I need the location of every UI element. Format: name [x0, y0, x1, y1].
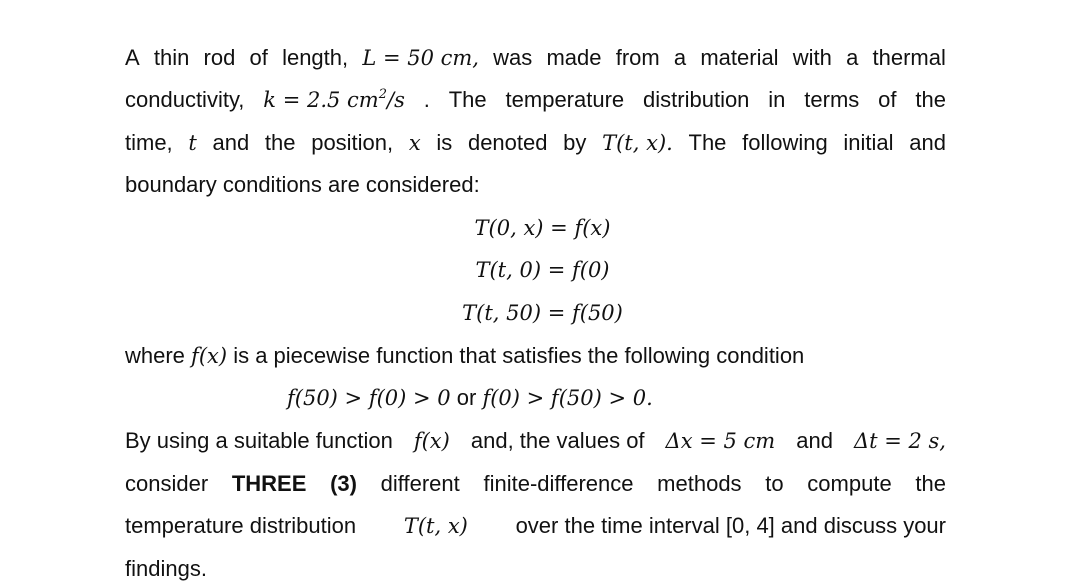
math-delta-x: Δx = 5 cm [665, 429, 776, 453]
math-position-var: x [408, 131, 421, 155]
math-condition-first: f(50) > f(0) > 0 [287, 386, 451, 410]
paragraph3-line4: findings. [125, 556, 207, 581]
text-or: or [456, 385, 477, 410]
text-word: finite-difference [483, 471, 634, 496]
text-word: by [563, 130, 587, 155]
math-conductivity [263, 86, 405, 114]
text-run: where [125, 343, 185, 368]
text-word: thermal [872, 45, 946, 70]
text-word: and [212, 130, 250, 155]
text-word: is [436, 130, 453, 155]
math-delta-t: Δt = 2 s, [853, 429, 946, 453]
text-word: following [742, 130, 828, 155]
paragraph3-line3 [125, 512, 946, 540]
emphasis-three-number: (3) [330, 471, 357, 496]
math-function: f(x) [413, 429, 450, 453]
text-run: By using a suitable function [125, 428, 393, 453]
math-piecewise-function: f(x) [191, 344, 228, 368]
equation-initial-condition: T(0, x) = f(x) [474, 216, 611, 240]
text-run: over the time interval [0, 4] and discuss your [515, 513, 946, 538]
paragraph1-line2 [125, 86, 946, 114]
paragraph1-line4: boundary conditions are considered: [125, 172, 480, 197]
text-word: the [264, 130, 296, 155]
text-word: made [546, 45, 602, 70]
text-word: . [423, 87, 430, 112]
text-word: consider [125, 471, 209, 496]
text-word: from [615, 45, 660, 70]
text-word: different [380, 471, 460, 496]
math-conductivity-unit: /s [387, 88, 405, 112]
text-word: with [792, 45, 832, 70]
math-temperature-function: T(t, x) [403, 514, 468, 538]
math-superscript: 2 [378, 87, 387, 102]
text-word: conductivity, [125, 87, 245, 112]
paragraph3-line2 [125, 470, 946, 498]
text-word: A [125, 45, 140, 70]
text-word: and [909, 130, 946, 155]
text-word: rod [203, 45, 236, 70]
equation-boundary-right: T(t, 50) = f(50) [462, 301, 623, 325]
text-word: the [915, 87, 946, 112]
text-word: denoted [467, 130, 548, 155]
text-word: terms [804, 87, 860, 112]
paragraph2 [125, 342, 946, 370]
text-word: length, [282, 45, 349, 70]
text-word: was [493, 45, 533, 70]
text-word: The [688, 130, 727, 155]
text-run: temperature distribution [125, 513, 357, 538]
paragraph1-line1 [125, 44, 946, 72]
text-word: temperature [505, 87, 625, 112]
text-word: of [878, 87, 897, 112]
text-word: The [448, 87, 487, 112]
text-word: initial [843, 130, 894, 155]
condition-line [287, 384, 707, 412]
math-conductivity-value: k = 2.5 cm [263, 88, 379, 112]
text-word: material [700, 45, 779, 70]
text-word: time, [125, 130, 173, 155]
equation-boundary-left: T(t, 0) = f(0) [475, 258, 610, 282]
math-temperature-function: T(t, x). [602, 131, 673, 155]
text-word: a [673, 45, 687, 70]
math-time-var: t [188, 131, 197, 155]
text-word: to [765, 471, 784, 496]
text-word: distribution [643, 87, 750, 112]
paragraph1-line3 [125, 129, 946, 157]
text-run: and [796, 428, 833, 453]
text-run: and, the values of [470, 428, 645, 453]
text-word: position, [311, 130, 394, 155]
paragraph3-line1 [125, 427, 946, 455]
emphasis-three: THREE [231, 471, 307, 496]
text-word: thin [153, 45, 190, 70]
math-rod-length: L = 50 cm, [362, 46, 479, 70]
math-condition-second: f(0) > f(50) > 0. [482, 386, 653, 410]
text-word: methods [657, 471, 742, 496]
text-run: is a piecewise function that satisfies the following condition [233, 343, 805, 368]
text-word: in [768, 87, 786, 112]
text-word: a [846, 45, 859, 70]
text-word: of [249, 45, 268, 70]
text-word: compute [807, 471, 892, 496]
text-word: the [915, 471, 946, 496]
